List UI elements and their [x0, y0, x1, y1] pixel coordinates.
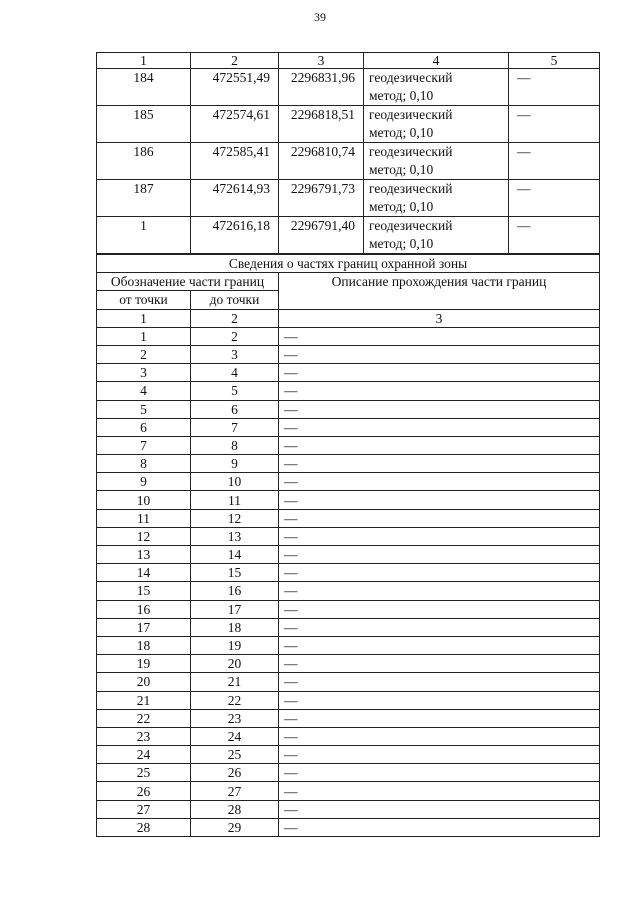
- extra-value: —: [509, 106, 600, 143]
- boundary-part-row: [97, 636, 600, 654]
- x-coordinate: 472616,18: [191, 217, 279, 254]
- part-description: —: [279, 800, 600, 818]
- part-description: —: [279, 509, 600, 527]
- from-point: 22: [97, 709, 191, 727]
- part-description: —: [279, 655, 600, 673]
- boundary-part-row: [97, 800, 600, 818]
- extra-value: —: [509, 143, 600, 180]
- to-point: 15: [191, 564, 279, 582]
- from-point: 13: [97, 546, 191, 564]
- from-point: 11: [97, 509, 191, 527]
- part-description: —: [279, 727, 600, 745]
- to-point: 3: [191, 345, 279, 363]
- method-line: геодезический: [369, 107, 453, 122]
- part-description: —: [279, 491, 600, 509]
- part-description: —: [279, 418, 600, 436]
- to-point: 13: [191, 527, 279, 545]
- to-point: 12: [191, 509, 279, 527]
- from-point: 25: [97, 764, 191, 782]
- part-description: —: [279, 327, 600, 345]
- column-number: 1: [97, 309, 191, 327]
- coordinate-row: [97, 217, 600, 254]
- part-description: —: [279, 636, 600, 654]
- boundary-part-row: [97, 746, 600, 764]
- part-description: —: [279, 382, 600, 400]
- coordinate-row: [97, 180, 600, 217]
- to-point: 7: [191, 418, 279, 436]
- from-point: 2: [97, 345, 191, 363]
- to-point: 24: [191, 727, 279, 745]
- x-coordinate: 472574,61: [191, 106, 279, 143]
- to-point: 9: [191, 455, 279, 473]
- section-title: Сведения о частях границ охранной зоны: [97, 255, 600, 273]
- part-description: —: [279, 582, 600, 600]
- boundary-part-row: [97, 473, 600, 491]
- part-description: —: [279, 455, 600, 473]
- column-number: 2: [191, 53, 279, 69]
- page-number: 39: [314, 10, 326, 24]
- to-point: 23: [191, 709, 279, 727]
- from-point: 18: [97, 636, 191, 654]
- description-header: Описание прохождения части границ: [279, 273, 600, 309]
- method-accuracy: [364, 106, 509, 143]
- from-point: 24: [97, 746, 191, 764]
- boundary-part-row: [97, 418, 600, 436]
- from-point: 12: [97, 527, 191, 545]
- boundary-part-row: [97, 582, 600, 600]
- from-point: 28: [97, 818, 191, 836]
- from-point: 20: [97, 673, 191, 691]
- from-point: 19: [97, 655, 191, 673]
- y-coordinate: 2296791,40: [279, 217, 364, 254]
- method-accuracy: [364, 217, 509, 254]
- part-description: —: [279, 709, 600, 727]
- point-number: 185: [97, 106, 191, 143]
- to-point: 14: [191, 546, 279, 564]
- part-description: —: [279, 673, 600, 691]
- to-point: 19: [191, 636, 279, 654]
- part-description: —: [279, 546, 600, 564]
- boundary-part-row: [97, 509, 600, 527]
- from-point-header: от точки: [97, 291, 191, 309]
- column-number: 3: [279, 309, 600, 327]
- part-description: —: [279, 764, 600, 782]
- boundary-parts-table: [96, 254, 600, 837]
- column-number: 5: [509, 53, 600, 69]
- extra-value: —: [509, 217, 600, 254]
- point-number: 186: [97, 143, 191, 180]
- coordinate-row: [97, 69, 600, 106]
- to-point: 6: [191, 400, 279, 418]
- y-coordinate: 2296810,74: [279, 143, 364, 180]
- to-point: 11: [191, 491, 279, 509]
- to-point-header: до точки: [191, 291, 279, 309]
- boundary-part-row: [97, 691, 600, 709]
- from-point: 6: [97, 418, 191, 436]
- boundary-part-row: [97, 400, 600, 418]
- part-description: —: [279, 818, 600, 836]
- method-line: метод; 0,10: [369, 161, 434, 177]
- method-accuracy: [364, 69, 509, 106]
- part-description: —: [279, 473, 600, 491]
- boundary-part-row: [97, 564, 600, 582]
- point-number: 187: [97, 180, 191, 217]
- part-description: —: [279, 436, 600, 454]
- part-description: —: [279, 600, 600, 618]
- designation-header: Обозначение части границ: [97, 273, 279, 291]
- column-number: 4: [364, 53, 509, 69]
- from-point: 15: [97, 582, 191, 600]
- boundary-part-row: [97, 782, 600, 800]
- column-number-row: [97, 309, 600, 327]
- column-number: 1: [97, 53, 191, 69]
- boundary-part-row: [97, 709, 600, 727]
- method-accuracy: [364, 180, 509, 217]
- to-point: 20: [191, 655, 279, 673]
- boundary-part-row: [97, 618, 600, 636]
- y-coordinate: 2296831,96: [279, 69, 364, 106]
- boundary-part-row: [97, 655, 600, 673]
- from-point: 14: [97, 564, 191, 582]
- from-point: 5: [97, 400, 191, 418]
- part-description: —: [279, 618, 600, 636]
- to-point: 22: [191, 691, 279, 709]
- boundary-part-row: [97, 546, 600, 564]
- x-coordinate: 472551,49: [191, 69, 279, 106]
- boundary-part-row: [97, 345, 600, 363]
- to-point: 25: [191, 746, 279, 764]
- column-number-row: [97, 53, 600, 69]
- from-point: 3: [97, 364, 191, 382]
- coordinates-table: [96, 52, 600, 254]
- method-line: метод; 0,10: [369, 87, 434, 103]
- method-line: геодезический: [369, 218, 453, 233]
- to-point: 18: [191, 618, 279, 636]
- method-line: геодезический: [369, 70, 453, 85]
- boundary-part-row: [97, 818, 600, 836]
- y-coordinate: 2296818,51: [279, 106, 364, 143]
- coordinate-row: [97, 143, 600, 180]
- boundary-part-row: [97, 673, 600, 691]
- from-point: 26: [97, 782, 191, 800]
- part-description: —: [279, 746, 600, 764]
- to-point: 17: [191, 600, 279, 618]
- boundary-part-row: [97, 382, 600, 400]
- method-accuracy: [364, 143, 509, 180]
- point-number: 184: [97, 69, 191, 106]
- boundary-part-row: [97, 727, 600, 745]
- to-point: 16: [191, 582, 279, 600]
- part-description: —: [279, 400, 600, 418]
- from-point: 16: [97, 600, 191, 618]
- boundary-part-row: [97, 527, 600, 545]
- boundary-part-row: [97, 327, 600, 345]
- extra-value: —: [509, 69, 600, 106]
- extra-value: —: [509, 180, 600, 217]
- method-line: метод; 0,10: [369, 124, 434, 140]
- designation-header-row: [97, 273, 600, 291]
- from-point: 8: [97, 455, 191, 473]
- part-description: —: [279, 345, 600, 363]
- coordinate-row: [97, 106, 600, 143]
- to-point: 2: [191, 327, 279, 345]
- from-point: 21: [97, 691, 191, 709]
- part-description: —: [279, 782, 600, 800]
- to-point: 8: [191, 436, 279, 454]
- column-number: 2: [191, 309, 279, 327]
- boundary-part-row: [97, 436, 600, 454]
- boundary-part-row: [97, 600, 600, 618]
- from-point: 23: [97, 727, 191, 745]
- to-point: 28: [191, 800, 279, 818]
- to-point: 5: [191, 382, 279, 400]
- method-line: метод; 0,10: [369, 235, 434, 251]
- part-description: —: [279, 527, 600, 545]
- x-coordinate: 472585,41: [191, 143, 279, 180]
- part-description: —: [279, 691, 600, 709]
- from-point: 4: [97, 382, 191, 400]
- x-coordinate: 472614,93: [191, 180, 279, 217]
- from-point: 7: [97, 436, 191, 454]
- section-title-row: [97, 255, 600, 273]
- to-point: 29: [191, 818, 279, 836]
- part-description: —: [279, 564, 600, 582]
- part-description: —: [279, 364, 600, 382]
- to-point: 26: [191, 764, 279, 782]
- boundary-part-row: [97, 764, 600, 782]
- column-number: 3: [279, 53, 364, 69]
- point-number: 1: [97, 217, 191, 254]
- from-point: 10: [97, 491, 191, 509]
- to-point: 4: [191, 364, 279, 382]
- boundary-part-row: [97, 455, 600, 473]
- from-point: 1: [97, 327, 191, 345]
- from-point: 17: [97, 618, 191, 636]
- y-coordinate: 2296791,73: [279, 180, 364, 217]
- boundary-part-row: [97, 491, 600, 509]
- to-point: 21: [191, 673, 279, 691]
- boundary-part-row: [97, 364, 600, 382]
- to-point: 27: [191, 782, 279, 800]
- method-line: геодезический: [369, 144, 453, 159]
- method-line: геодезический: [369, 181, 453, 196]
- from-point: 9: [97, 473, 191, 491]
- from-point: 27: [97, 800, 191, 818]
- to-point: 10: [191, 473, 279, 491]
- method-line: метод; 0,10: [369, 198, 434, 214]
